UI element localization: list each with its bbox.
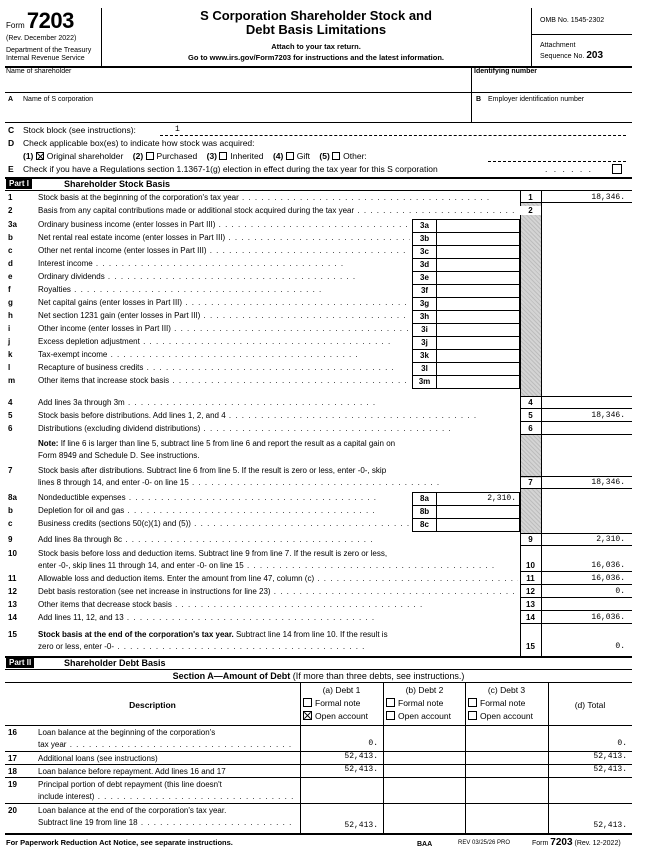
line-3g-text: Net capital gains (enter losses in Part III) bbox=[38, 298, 183, 307]
part2-label: Part II bbox=[6, 658, 34, 668]
line-18-desc-1: Loan balance before repayment. Add lines 16 and 17 bbox=[38, 767, 226, 776]
line-3k-text: Tax-exempt income bbox=[38, 350, 108, 359]
line-3j-num: j bbox=[8, 337, 11, 346]
line-3b-num: b bbox=[8, 233, 13, 242]
line-3f-num: f bbox=[8, 285, 11, 294]
line-17-debt-a-value[interactable]: 52,413. bbox=[344, 752, 378, 761]
line-4-num: 4 bbox=[8, 398, 13, 407]
line-3j-desc bbox=[38, 337, 410, 346]
identifying-number-label: Identifying number bbox=[474, 68, 537, 75]
line-11-value[interactable]: 16,036. bbox=[591, 574, 625, 583]
line-3k-num: k bbox=[8, 350, 13, 359]
line-3d-code: 3d bbox=[419, 260, 430, 269]
line-13-num: 13 bbox=[8, 600, 17, 609]
line-6-code: 6 bbox=[528, 424, 533, 433]
line-5-text: Stock basis before distributions. Add lines 1, 2, and 4 bbox=[38, 411, 226, 420]
department-line-1: Department of the Treasury bbox=[6, 47, 92, 54]
line-3f-code: 3f bbox=[420, 286, 429, 295]
original-shareholder-label: Original shareholder bbox=[46, 151, 124, 161]
line-13-code: 13 bbox=[526, 600, 535, 609]
line-15-text: zero or less, enter -0- bbox=[38, 642, 115, 651]
line-20-num: 20 bbox=[8, 806, 17, 815]
baa-label: BAA bbox=[417, 841, 433, 848]
line-10-value[interactable]: 16,036. bbox=[591, 561, 625, 570]
line-15-num: 15 bbox=[8, 630, 17, 639]
line-3m-text: Other items that increase stock basis bbox=[38, 376, 170, 385]
line-1-text: Stock basis at the beginning of the corporation's tax year bbox=[38, 193, 239, 202]
line-11-text: Allowable loss and deduction items. Enter the amount from line 47, column (c) bbox=[38, 574, 315, 583]
checkbox-icon bbox=[468, 711, 477, 720]
line-15-value[interactable]: 0. bbox=[615, 642, 625, 651]
inherited-label: Inherited bbox=[230, 151, 264, 161]
line-12-text: Debt basis restoration (see net increase in instructions for line 23) bbox=[38, 587, 271, 596]
line-14-value[interactable]: 16,036. bbox=[591, 613, 625, 622]
line-5-code: 5 bbox=[528, 411, 533, 420]
line-2-text: Basis from any capital contributions made or additional stock acquired during the tax year bbox=[38, 206, 355, 215]
election-checkbox[interactable] bbox=[612, 164, 625, 175]
line-3h-code: 3h bbox=[419, 312, 430, 321]
line-10-desc-1: Stock basis before loss and deduction items. Subtract line 9 from line 7. If the result is zero or less, bbox=[38, 549, 388, 558]
line-3a-code: 3a bbox=[420, 221, 429, 230]
line-3g-code: 3g bbox=[419, 299, 430, 308]
line-16-desc-1: Loan balance at the beginning of the corporation's bbox=[38, 728, 216, 737]
debt-2-formal-note-option[interactable] bbox=[386, 698, 443, 708]
debt-3-open-account-option[interactable] bbox=[468, 711, 533, 721]
line-3d-desc bbox=[38, 259, 410, 268]
line-b-letter: B bbox=[476, 96, 482, 103]
line-3e-code: 3e bbox=[420, 273, 429, 282]
line-8c-text: Business credits (sections 50(c)(1) and (5)) bbox=[38, 519, 191, 528]
line-3c-num: c bbox=[8, 246, 13, 255]
line-3g-amount-field[interactable] bbox=[436, 297, 520, 311]
line-6-text: Distributions (excluding dividend distributions) bbox=[38, 424, 201, 433]
line-6-num: 6 bbox=[8, 424, 13, 433]
line-19-desc-2 bbox=[38, 792, 296, 801]
line-3j-text: Excess depletion adjustment bbox=[38, 337, 140, 346]
line-11-code: 11 bbox=[526, 574, 535, 583]
line-8c-amount-field[interactable] bbox=[436, 518, 520, 532]
line-18-debt-a-value[interactable]: 52,413. bbox=[344, 765, 378, 774]
line-16-debt-a-value[interactable]: 0. bbox=[368, 739, 378, 748]
department-line-2: Internal Revenue Service bbox=[6, 55, 85, 62]
paperwork-notice: For Paperwork Reduction Act Notice, see separate instructions. bbox=[6, 838, 233, 847]
gift-checkbox[interactable] bbox=[286, 151, 297, 161]
line-3i-num: i bbox=[8, 324, 11, 333]
line-3c-code: 3c bbox=[420, 247, 429, 256]
line-8c-code: 8c bbox=[420, 520, 429, 529]
line-3c-desc bbox=[38, 246, 410, 255]
opt5-num: (5) bbox=[319, 151, 330, 161]
line-19-desc-1: Principal portion of debt repayment (this line doesn't bbox=[38, 780, 222, 789]
line-3e-amount-field[interactable] bbox=[436, 271, 520, 285]
line-3b-amount-field[interactable] bbox=[436, 232, 520, 246]
line-11-desc bbox=[38, 574, 518, 583]
line-9-value[interactable]: 2,310. bbox=[596, 535, 625, 544]
checkbox-icon bbox=[146, 152, 154, 160]
line-14-text: Add lines 11, 12, and 13 bbox=[38, 613, 124, 622]
debt-1-formal-note-option[interactable] bbox=[303, 698, 360, 708]
software-rev: REV 03/25/26 PRO bbox=[458, 840, 511, 846]
formal-note-label: Formal note bbox=[480, 698, 526, 708]
line-3j-code: 3j bbox=[421, 338, 428, 347]
line-8a-code: 8a bbox=[420, 494, 429, 503]
line-7-text: lines 8 through 14, and enter -0- on line 15 bbox=[38, 478, 189, 487]
s-corporation-name-field[interactable] bbox=[8, 106, 468, 120]
line-8b-code: 8b bbox=[419, 507, 430, 516]
section-a-note: (If more than three debts, see instructions.) bbox=[292, 671, 465, 681]
line-c-letter: C bbox=[8, 125, 15, 135]
line-2-desc bbox=[38, 206, 518, 215]
line-3l-num: l bbox=[8, 363, 11, 372]
line-15-code: 15 bbox=[526, 642, 535, 651]
note-text-1: If line 6 is larger than line 5, subtract line 5 from line 6 and report the result as a capital gain on bbox=[60, 439, 396, 448]
checkbox-icon bbox=[286, 152, 294, 160]
line-3m-code: 3m bbox=[418, 377, 431, 386]
line-3h-desc bbox=[38, 311, 410, 320]
acquisition-options bbox=[23, 151, 367, 161]
line-4-code: 4 bbox=[528, 398, 533, 407]
form-title-line-1: S Corporation Shareholder Stock and bbox=[200, 8, 432, 23]
line-3b-desc bbox=[38, 233, 410, 242]
line-3h-amount-field[interactable] bbox=[436, 310, 520, 324]
line-8b-desc bbox=[38, 506, 410, 515]
line-3a-num: 3a bbox=[8, 220, 17, 229]
line-3a-desc bbox=[38, 220, 410, 229]
line-3l-text: Recapture of business credits bbox=[38, 363, 144, 372]
attachment-label: Attachment bbox=[540, 42, 576, 49]
line-14-num: 14 bbox=[8, 613, 17, 622]
line-3d-num: d bbox=[8, 259, 13, 268]
line-10-text: enter -0-, skip lines 11 through 14, and enter -0- on line 15 bbox=[38, 561, 244, 570]
attach-instruction: Attach to your tax return. bbox=[271, 42, 361, 51]
other-label: Other: bbox=[343, 151, 367, 161]
line-3e-desc bbox=[38, 272, 410, 281]
section-a-title: Section A—Amount of Debt bbox=[172, 671, 291, 681]
line-8a-text: Nondeductible expenses bbox=[38, 493, 126, 502]
s-corporation-name-label: Name of S corporation bbox=[23, 96, 94, 103]
line-17-desc-1: Additional loans (see instructions) bbox=[38, 754, 158, 763]
form-title-line-2: Debt Basis Limitations bbox=[245, 22, 387, 37]
note-bold: Note: bbox=[38, 439, 59, 448]
election-dots: . . . . . . bbox=[545, 164, 593, 174]
debt-3-header: (c) Debt 3 bbox=[487, 685, 526, 695]
line-20-desc-2 bbox=[38, 818, 296, 827]
checkbox-checked-icon bbox=[36, 152, 44, 160]
original-shareholder-checkbox[interactable] bbox=[36, 151, 47, 161]
revision-date: (Rev. December 2022) bbox=[6, 35, 77, 42]
line-4-text: Add lines 3a through 3m bbox=[38, 398, 125, 407]
line-13-text: Other items that decrease stock basis bbox=[38, 600, 172, 609]
purchased-checkbox[interactable] bbox=[146, 151, 157, 161]
shareholder-name-field[interactable] bbox=[8, 78, 468, 90]
line-9-num: 9 bbox=[8, 535, 13, 544]
line-3h-num: h bbox=[8, 311, 13, 320]
line-8b-num: b bbox=[8, 506, 13, 515]
line-3b-code: 3b bbox=[419, 234, 430, 243]
line-3m-desc bbox=[38, 376, 410, 385]
line-3e-text: Ordinary dividends bbox=[38, 272, 105, 281]
line-3k-desc bbox=[38, 350, 410, 359]
line-8c-desc bbox=[38, 519, 410, 528]
line-16-desc-2 bbox=[38, 740, 296, 749]
line-7-desc-2 bbox=[38, 478, 518, 487]
line-2-code: 2 bbox=[520, 206, 541, 215]
debt-2-open-account-option[interactable] bbox=[386, 711, 451, 721]
line-1-desc bbox=[38, 193, 518, 202]
line-6-desc bbox=[38, 424, 518, 433]
open-account-label: Open account bbox=[398, 711, 451, 721]
footer-form-rev: (Rev. 12-2022) bbox=[574, 840, 621, 847]
line-19-text: include interest) bbox=[38, 792, 95, 801]
line-3h-text: Net section 1231 gain (enter losses in Part III) bbox=[38, 311, 201, 320]
open-account-label: Open account bbox=[480, 711, 533, 721]
note-line-2: Form 8949 and Schedule D. See instructions. bbox=[38, 451, 200, 460]
line-7-desc-1: Stock basis after distributions. Subtract line 6 from line 5. If the result is zero or less, enter -0-, skip bbox=[38, 466, 387, 475]
line-d-letter: D bbox=[8, 138, 15, 148]
line-15-rest: Subtract line 14 from line 10. If the result is bbox=[233, 630, 388, 639]
line-7-code: 7 bbox=[528, 478, 533, 487]
form-title bbox=[101, 9, 531, 37]
line-3i-amount-field[interactable] bbox=[436, 323, 520, 337]
line-18-debt-d-value[interactable]: 52,413. bbox=[593, 765, 627, 774]
footer-form-word: Form bbox=[532, 840, 549, 847]
line-1-code: 1 bbox=[528, 193, 533, 202]
line-4-desc bbox=[38, 398, 518, 407]
line-3f-desc bbox=[38, 285, 410, 294]
line-5-desc bbox=[38, 411, 518, 420]
form-word: Form bbox=[6, 21, 25, 30]
opt2-num: (2) bbox=[132, 151, 144, 161]
line-20-desc-1: Loan balance at the end of the corporation's tax year. bbox=[38, 806, 227, 815]
debt-1-header: (a) Debt 1 bbox=[322, 685, 361, 695]
line-20-text: Subtract line 19 from line 18 bbox=[38, 818, 138, 827]
debt-2-header: (b) Debt 2 bbox=[405, 685, 444, 695]
checkbox-icon bbox=[332, 152, 340, 160]
debt-1-open-account-option[interactable] bbox=[303, 711, 368, 721]
line-14-code: 14 bbox=[526, 613, 535, 622]
line-11-num: 11 bbox=[8, 574, 17, 583]
inherited-checkbox[interactable] bbox=[219, 151, 230, 161]
stock-block-value: 1 bbox=[175, 125, 180, 134]
line-20-debt-a-value[interactable]: 52,413. bbox=[344, 821, 378, 830]
form-label bbox=[6, 8, 74, 34]
line-3l-amount-field[interactable] bbox=[436, 362, 520, 376]
line-9-code: 9 bbox=[528, 535, 533, 544]
line-7-value[interactable]: 18,346. bbox=[591, 478, 625, 487]
purchased-label: Purchased bbox=[156, 151, 198, 161]
line-16-debt-d-value[interactable]: 0. bbox=[617, 739, 627, 748]
section-a-header bbox=[5, 671, 632, 681]
line-3f-text: Royalties bbox=[38, 285, 71, 294]
line-3a-amount-field[interactable] bbox=[436, 219, 520, 233]
line-3f-amount-field[interactable] bbox=[436, 284, 520, 298]
line-15-desc-1 bbox=[38, 630, 388, 639]
line-3k-amount-field[interactable] bbox=[436, 349, 520, 363]
sequence-number bbox=[540, 50, 603, 61]
checkbox-icon bbox=[303, 698, 312, 707]
part1-label: Part I bbox=[6, 179, 32, 189]
checkbox-icon bbox=[468, 698, 477, 707]
line-12-code: 12 bbox=[526, 587, 535, 596]
checkbox-icon bbox=[386, 698, 395, 707]
line-1-num: 1 bbox=[8, 193, 13, 202]
goto-instruction: Go to www.irs.gov/Form7203 for instructions and the latest information. bbox=[187, 53, 444, 62]
line-3k-code: 3k bbox=[420, 351, 429, 360]
line-3c-text: Other net rental income (enter losses in Part III) bbox=[38, 246, 207, 255]
line-15-bold: Stock basis at the end of the corporation's tax year. bbox=[38, 630, 234, 639]
omb-number: OMB No. 1545-2302 bbox=[540, 17, 605, 24]
line-15-desc-2 bbox=[38, 642, 518, 651]
line-3e-num: e bbox=[8, 272, 13, 281]
line-16-text: tax year bbox=[38, 740, 67, 749]
ein-label: Employer identification number bbox=[488, 96, 585, 103]
line-3m-num: m bbox=[8, 376, 16, 385]
line-e-letter: E bbox=[8, 164, 14, 174]
line-3i-desc bbox=[38, 324, 410, 333]
sequence-value: 203 bbox=[586, 50, 604, 61]
opt1-num: (1) bbox=[23, 151, 34, 161]
line-3i-text: Other income (enter losses in Part III) bbox=[38, 324, 171, 333]
opt3-num: (3) bbox=[206, 151, 218, 161]
line-3l-code: 3l bbox=[421, 364, 428, 373]
line-14-desc bbox=[38, 613, 518, 622]
gift-label: Gift bbox=[296, 151, 310, 161]
checkbox-icon bbox=[612, 164, 622, 174]
line-3c-amount-field[interactable] bbox=[436, 245, 520, 259]
line-a-letter: A bbox=[8, 96, 14, 103]
debt-3-formal-note-option[interactable] bbox=[468, 698, 525, 708]
line-10-desc-2 bbox=[38, 561, 518, 570]
line-3g-num: g bbox=[8, 298, 13, 307]
open-account-label: Open account bbox=[315, 711, 368, 721]
note-line-1 bbox=[38, 439, 395, 448]
line-10-num: 10 bbox=[8, 549, 17, 558]
election-label: Check if you have a Regulations section 1.1367-1(g) election in effect during the tax year for this S corporation bbox=[23, 164, 438, 174]
line-5-num: 5 bbox=[8, 411, 13, 420]
ein-field[interactable] bbox=[476, 106, 626, 120]
line-13-desc bbox=[38, 600, 518, 609]
line-12-desc bbox=[38, 587, 518, 596]
line-1-value[interactable]: 18,346. bbox=[591, 193, 625, 202]
sequence-label: Sequence No. bbox=[540, 53, 585, 60]
line-8a-value: 2,310. bbox=[487, 494, 516, 503]
stock-block-field[interactable] bbox=[160, 125, 626, 136]
footer-form-id bbox=[532, 837, 621, 848]
line-8a-desc bbox=[38, 493, 410, 502]
other-acquisition-field[interactable] bbox=[488, 151, 626, 162]
line-12-num: 12 bbox=[8, 587, 17, 596]
line-3m-amount-field[interactable] bbox=[436, 375, 520, 389]
shaded-area bbox=[520, 488, 541, 533]
checkbox-icon bbox=[219, 152, 227, 160]
line-3j-amount-field[interactable] bbox=[436, 336, 520, 350]
line-2-num: 2 bbox=[8, 206, 13, 215]
opt4-num: (4) bbox=[272, 151, 284, 161]
acquisition-label: Check applicable box(es) to indicate how stock was acquired: bbox=[23, 138, 255, 148]
part2-title: Shareholder Debt Basis bbox=[64, 658, 166, 668]
checkbox-icon bbox=[386, 711, 395, 720]
line-19-num: 19 bbox=[8, 780, 17, 789]
line-3b-text: Net rental real estate income (enter losses in Part III) bbox=[38, 233, 226, 242]
line-3i-code: 3i bbox=[421, 325, 428, 334]
other-checkbox[interactable] bbox=[332, 151, 343, 161]
shareholder-name-label: Name of shareholder bbox=[6, 68, 72, 75]
line-9-desc bbox=[38, 535, 518, 544]
form-number: 7203 bbox=[26, 8, 74, 33]
formal-note-label: Formal note bbox=[315, 698, 361, 708]
description-header: Description bbox=[129, 700, 176, 710]
line-7-num: 7 bbox=[8, 466, 13, 475]
line-9-text: Add lines 8a through 8c bbox=[38, 535, 123, 544]
footer-form-number: 7203 bbox=[550, 837, 573, 848]
formal-note-label: Formal note bbox=[398, 698, 444, 708]
line-20-debt-d-value[interactable]: 52,413. bbox=[593, 821, 627, 830]
line-10-code: 10 bbox=[526, 561, 535, 570]
line-8b-text: Depletion for oil and gas bbox=[38, 506, 125, 515]
checkbox-checked-icon bbox=[303, 711, 312, 720]
line-5-value[interactable]: 18,346. bbox=[591, 411, 625, 420]
line-17-debt-d-value[interactable]: 52,413. bbox=[593, 752, 627, 761]
identifying-number-field[interactable] bbox=[476, 78, 626, 90]
line-3l-desc bbox=[38, 363, 410, 372]
line-8c-num: c bbox=[8, 519, 13, 528]
line-8b-amount-field[interactable] bbox=[436, 505, 520, 519]
line-18-num: 18 bbox=[8, 767, 17, 776]
line-17-num: 17 bbox=[8, 754, 17, 763]
part1-title: Shareholder Stock Basis bbox=[64, 179, 171, 189]
total-header: (d) Total bbox=[574, 700, 606, 710]
line-8a-num: 8a bbox=[8, 493, 17, 502]
line-3a-text: Ordinary business income (enter losses in Part III) bbox=[38, 220, 216, 229]
line-16-num: 16 bbox=[8, 728, 17, 737]
shaded-area bbox=[520, 434, 541, 478]
line-12-value[interactable]: 0. bbox=[615, 587, 625, 596]
line-3g-desc bbox=[38, 298, 410, 307]
shaded-area bbox=[520, 203, 541, 396]
stock-block-label: Stock block (see instructions): bbox=[23, 125, 136, 135]
line-3d-text: Interest income bbox=[38, 259, 93, 268]
line-3d-amount-field[interactable] bbox=[436, 258, 520, 272]
